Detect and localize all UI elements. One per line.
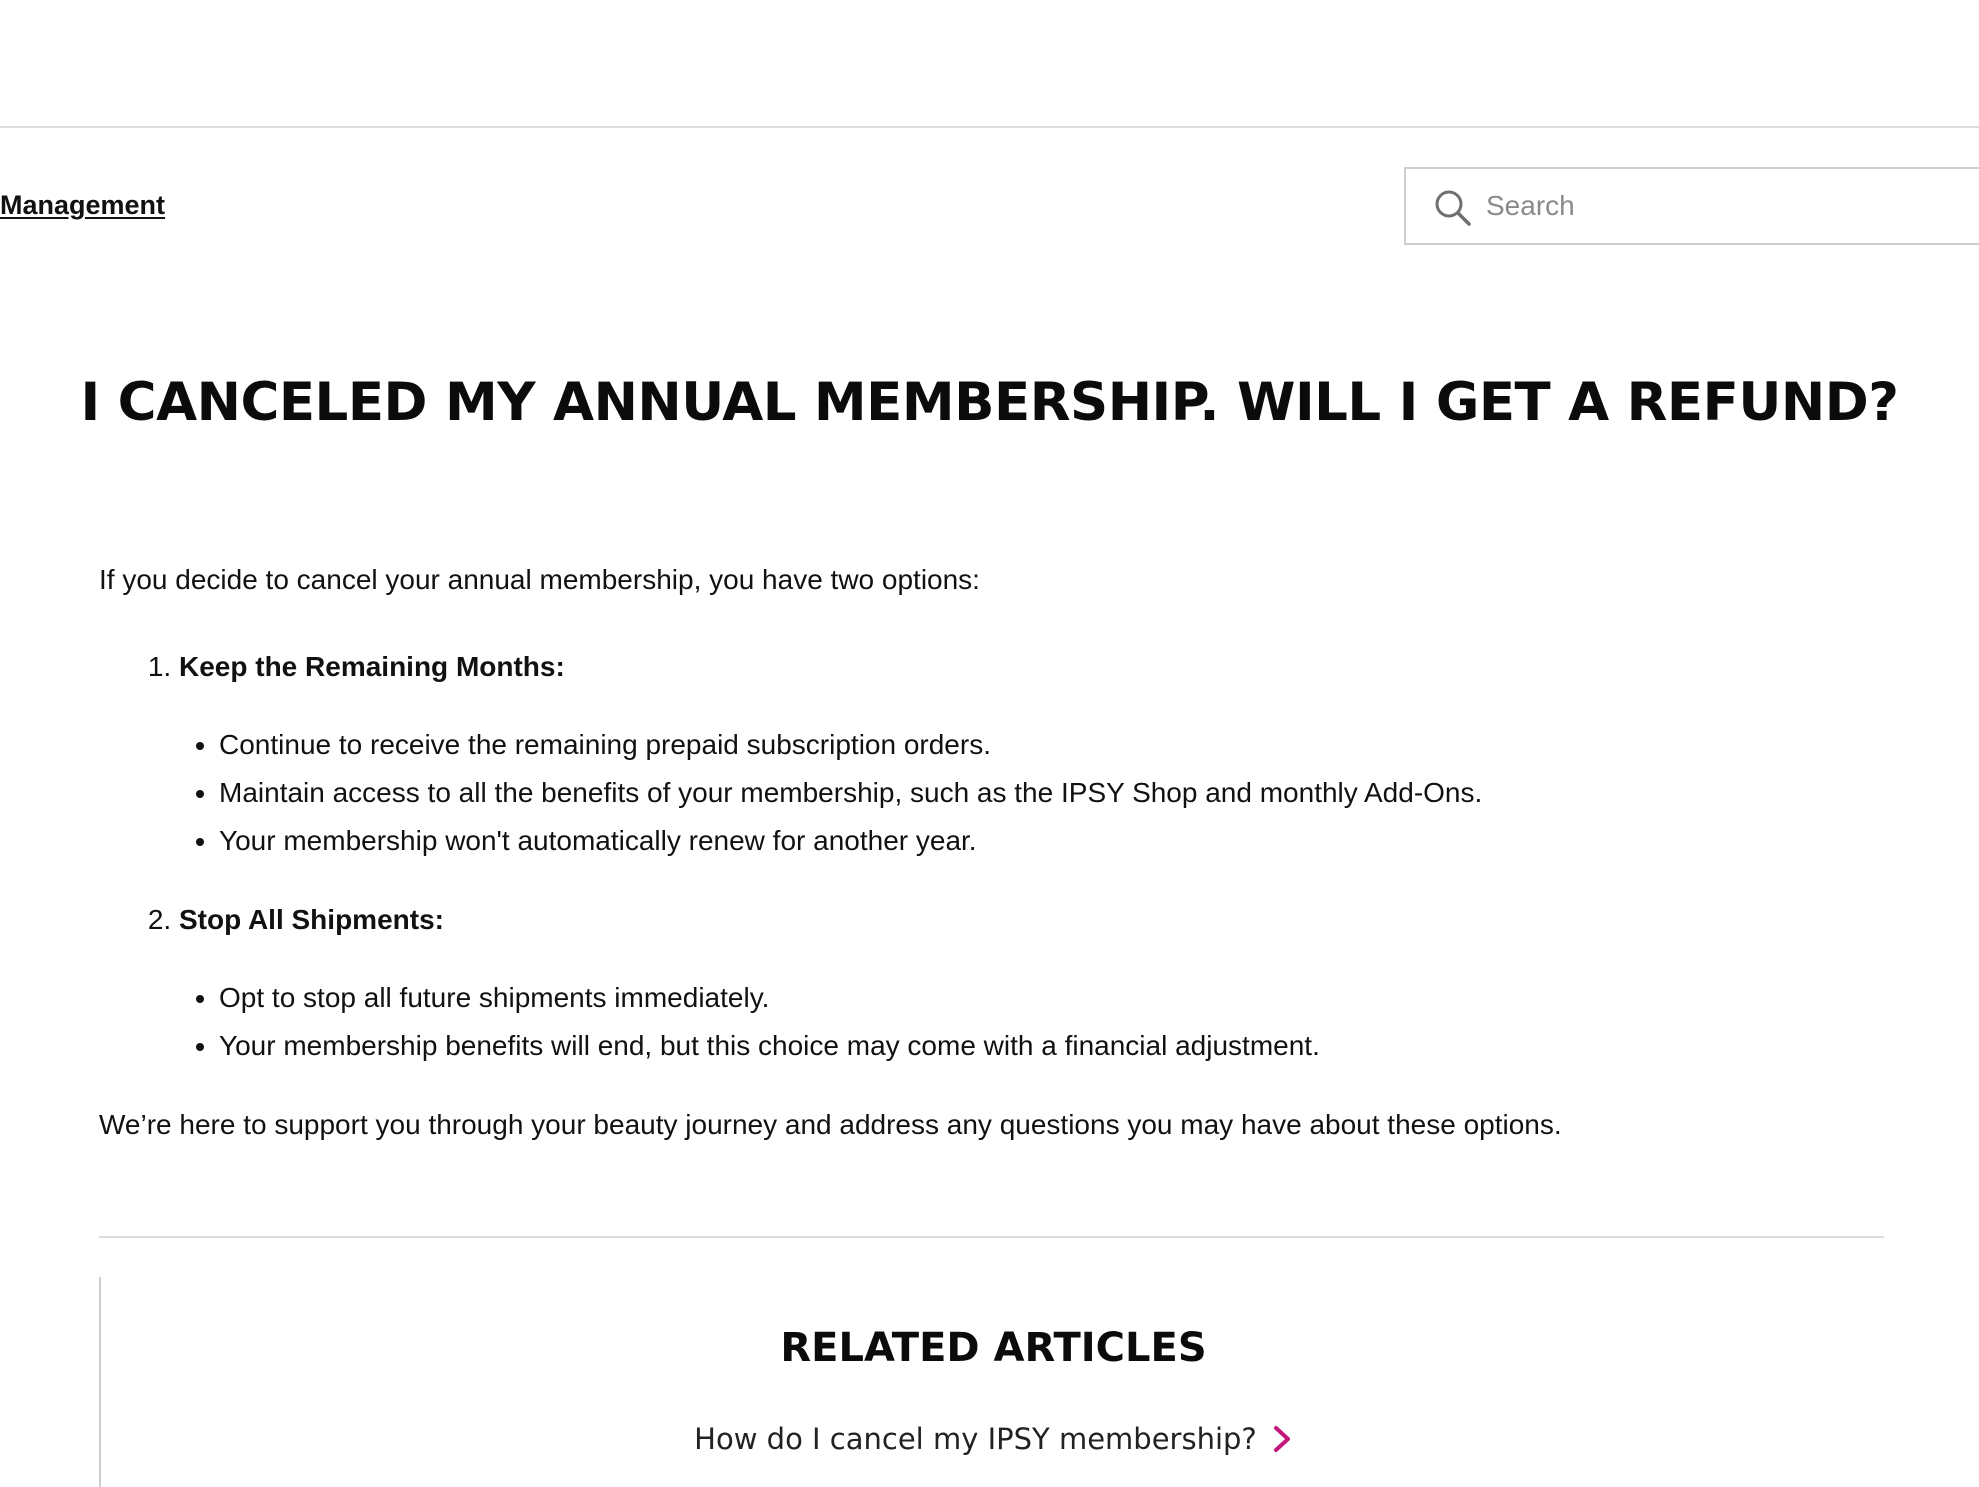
search-input[interactable] xyxy=(1486,181,1966,231)
bullet-list xyxy=(179,974,1879,1070)
option-item xyxy=(179,643,1879,865)
list-item: • Maintain access to all the benefits of your membership, such as the IPSY Shop and monthly Add-Ons. xyxy=(219,769,1879,817)
article-body xyxy=(99,556,1879,1149)
related-article-link[interactable] xyxy=(101,1422,1886,1456)
page-title: I CANCELED MY ANNUAL MEMBERSHIP. WILL I GET A REFUND? xyxy=(80,372,1899,433)
article-intro: If you decide to cancel your annual membership, you have two options: xyxy=(99,564,980,595)
related-articles-title: RELATED ARTICLES xyxy=(780,1325,1207,1371)
search-box[interactable] xyxy=(1404,167,1979,245)
site-header-band xyxy=(0,0,1979,128)
section-divider xyxy=(99,1236,1884,1238)
list-item: • Your membership benefits will end, but this choice may come with a financial adjustment. xyxy=(219,1022,1879,1070)
breadcrumb-link[interactable]: Management xyxy=(0,190,166,220)
list-item: • Continue to receive the remaining prepaid subscription orders. xyxy=(219,721,1879,769)
search-icon xyxy=(1434,189,1472,227)
option-title: Stop All Shipments: xyxy=(179,904,444,935)
chevron-right-icon xyxy=(1271,1425,1293,1453)
option-item xyxy=(179,896,1879,1070)
list-item: • Your membership won't automatically renew for another year. xyxy=(219,817,1879,865)
related-article-label: How do I cancel my IPSY membership? xyxy=(694,1422,1257,1456)
options-list xyxy=(99,643,1879,1070)
article-outro: We’re here to support you through your beauty journey and address any questions you may have about these options. xyxy=(99,1109,1562,1140)
option-title: Keep the Remaining Months: xyxy=(179,651,565,682)
bullet-list xyxy=(179,721,1879,865)
list-item: • Opt to stop all future shipments immediately. xyxy=(219,974,1879,1022)
related-articles-section xyxy=(99,1277,1886,1487)
